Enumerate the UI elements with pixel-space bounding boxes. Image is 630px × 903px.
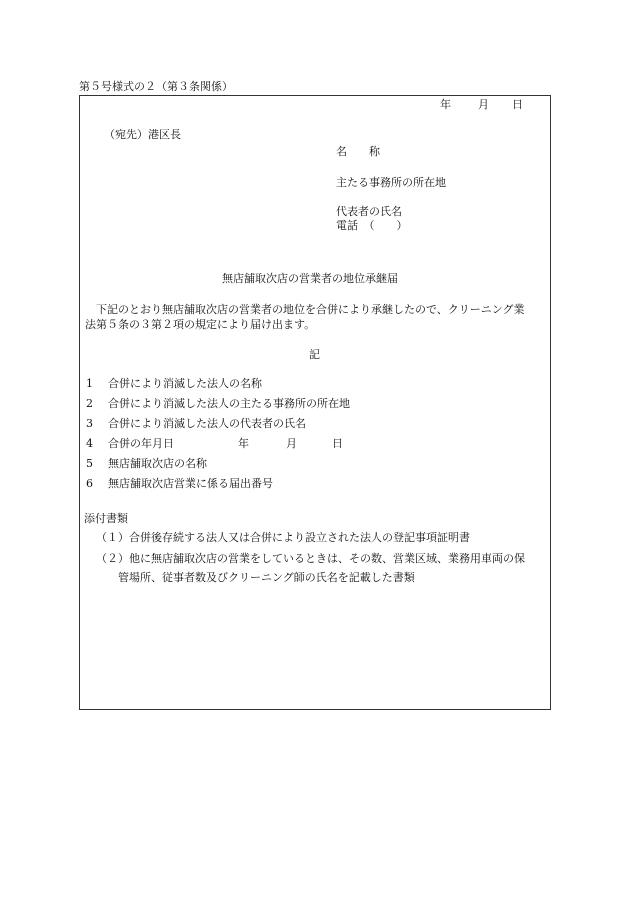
form-number: 第５号様式の２（第３条関係） <box>79 80 233 93</box>
item-text: 合併により消滅した法人の代表者の氏名 <box>108 417 306 430</box>
applicant-name-label: 名 称 <box>336 145 380 158</box>
applicant-office-label: 主たる事務所の所在地 <box>336 176 446 189</box>
addressee: （宛先）港区長 <box>104 128 181 141</box>
item-text: 合併により消滅した法人の名称 <box>108 377 262 390</box>
date-day: 日 <box>512 98 523 111</box>
item-number: 2 <box>86 397 93 410</box>
list-item <box>86 397 350 411</box>
body-line-2: 法第５条の３第２項の規定により届け出ます。 <box>85 318 316 331</box>
item-text: 合併の年月日 <box>108 437 174 450</box>
attachment-2-line-1: （２）他に無店舗取次店の営業をしているときは、その数、営業区域、業務用車両の保 <box>96 552 525 565</box>
item-number: 6 <box>86 477 93 490</box>
item-number: 3 <box>86 417 93 430</box>
item-text: 無店舗取次店の名称 <box>108 457 207 470</box>
item-text: 合併により消滅した法人の主たる事務所の所在地 <box>108 397 350 410</box>
merger-date-month: 月 <box>286 437 297 450</box>
merger-date-year: 年 <box>238 437 249 450</box>
item-number: 5 <box>86 457 93 470</box>
list-item <box>86 417 306 431</box>
list-item <box>86 437 174 451</box>
item-text: 無店舗取次店営業に係る届出番号 <box>108 477 273 490</box>
document-title: 無店舗取次店の営業者の地位承継届 <box>222 272 398 285</box>
merger-date-day: 日 <box>332 437 343 450</box>
date-month: 月 <box>478 98 489 111</box>
list-item <box>86 477 273 491</box>
item-number: 1 <box>86 377 93 390</box>
list-item <box>86 377 262 391</box>
list-item <box>86 457 207 471</box>
merger-date-fields <box>238 437 343 451</box>
date-year: 年 <box>440 98 451 111</box>
attachment-2-line-2: 管場所、従事者数及びクリーニング師の氏名を記載した書類 <box>118 571 415 584</box>
ki-heading: 記 <box>309 348 320 361</box>
date-fields <box>440 98 523 112</box>
attachments-heading: 添付書類 <box>84 512 128 525</box>
item-number: 4 <box>86 437 93 450</box>
applicant-phone-label: 電話 （ ） <box>336 219 408 232</box>
attachment-1: （１）合併後存続する法人又は合併により設立された法人の登記事項証明書 <box>96 531 470 544</box>
body-line-1: 下記のとおり無店舗取次店の営業者の地位を合併により承継したので、クリーニング業 <box>96 303 525 316</box>
applicant-representative-label: 代表者の氏名 <box>336 205 402 218</box>
